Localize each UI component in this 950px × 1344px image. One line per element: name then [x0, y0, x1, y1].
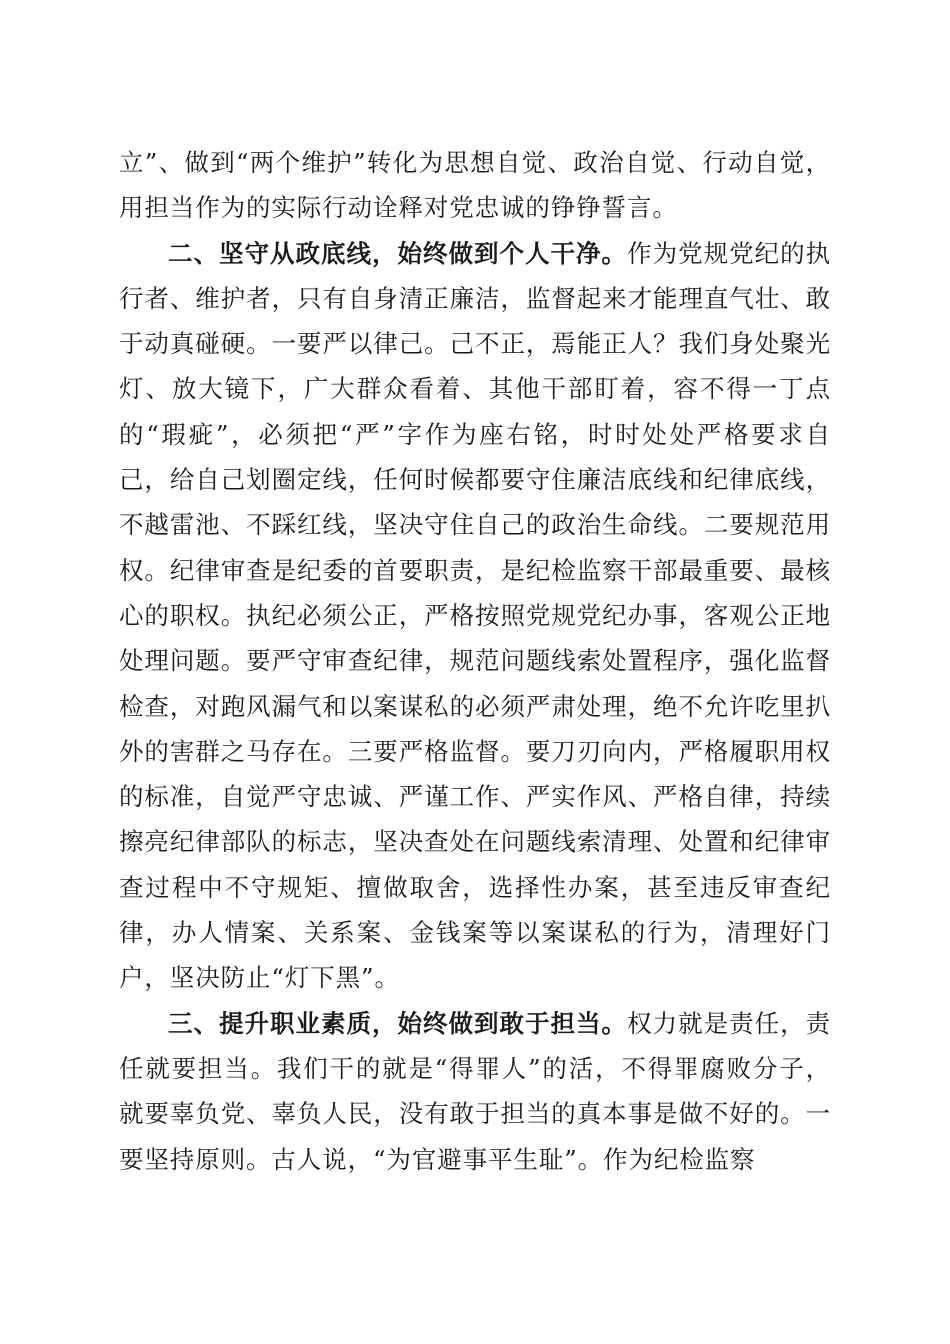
document-body — [119, 140, 831, 1182]
paragraph-section-two — [119, 231, 831, 1001]
paragraph-section-three — [119, 1001, 831, 1182]
paragraph-text: 权力就是责任，责任就要担当。我们干的就是“得罪人”的活，不得罪腐败分子，就要辜负党、辜负人民，没有敢于担当的真本事是做不好的。一要坚持原则。古人说，“为官避事平生耻”。作为纪检监察 — [119, 1008, 832, 1174]
section-heading: 二、坚守从政底线，始终做到个人干净。 — [168, 238, 628, 268]
paragraph-continuation — [119, 140, 831, 231]
paragraph-text: 作为党规党纪的执行者、维护者，只有自身清正廉洁，监督起来才能理直气壮、敢于动真碰硬。一要严以律己。己不正，焉能正人？我们身处聚光灯、放大镜下，广大群众看着、其他干部盯着，容不得一丁点的“瑕疵”，必须把“严”字作为座右铭，时时处处严格要求自己，给自己划圈定线，任何时候都要守住廉洁底线和纪律底线，不越雷池、不踩红线，坚决守住自己的政治生命线。二要规范用权。纪律审查是纪委的首要职责，是纪检监察干部最重要、最核心的职权。执纪必须公正，严格按照党规党纪办事，客观公正地处理问题。要严守审查纪律，规范问题线索处置程序，强化监督检查，对跑风漏气和以案谋私的必须严肃处理，绝不允许吃里扒外的害群之马存在。三要严格监督。要刀刃向内，严格履职用权的标准，自觉严守忠诚、严谨工作、严实作风、严格自律，持续擦亮纪律部队的标志，坚决查处在问题线索清理、处置和纪律审查过程中不守规矩、擅做取舍，选择性办案，甚至违反审查纪律，办人情案、关系案、金钱案等以案谋私的行为，清理好门户，坚决防止“灯下黑”。 — [119, 238, 832, 993]
section-heading: 三、提升职业素质，始终做到敢于担当。 — [168, 1008, 628, 1038]
paragraph-text: 立”、做到“两个维护”转化为思想自觉、政治自觉、行动自觉，用担当作为的实际行动诠释对党忠诚的铮铮誓言。 — [119, 148, 831, 223]
